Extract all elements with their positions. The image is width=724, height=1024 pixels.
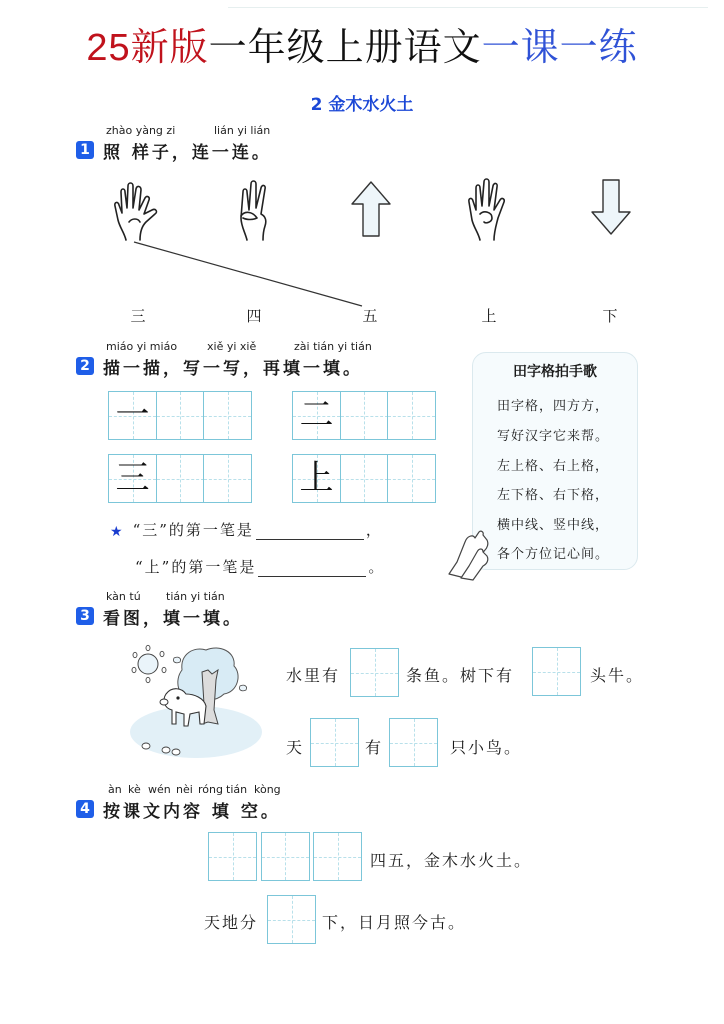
title-blue-part: 一课一练 (481, 25, 638, 69)
tianzige-cell[interactable] (340, 391, 389, 440)
pinyin: róng (198, 783, 223, 796)
pinyin: wén (148, 783, 171, 796)
answer-box[interactable] (389, 718, 438, 767)
tianzige-row-yi (108, 391, 252, 440)
q3-pinyin (76, 590, 243, 604)
question-number-badge: 1 (76, 141, 94, 159)
q1-pinyin (76, 124, 272, 138)
match-label[interactable]: 下 (602, 307, 618, 325)
model-character: 二 (299, 395, 334, 435)
pinyin: zhào yàng zi (106, 124, 176, 137)
pinyin: tián (226, 783, 248, 796)
stroke-question-shang (135, 556, 385, 577)
song-line: 左上格、右上格， (497, 459, 610, 474)
top-divider (228, 7, 708, 8)
hand-five-fingers-icon[interactable] (112, 178, 162, 242)
question-text: “三”的第一笔是 (132, 521, 254, 539)
pinyin: miáo yi miáo (106, 340, 178, 353)
hand-four-fingers-icon[interactable] (466, 178, 516, 242)
q3-text-birds: 只小鸟。 (450, 738, 523, 757)
tianzige-cell[interactable] (156, 454, 205, 503)
lesson-title: 2 金木水火土 (310, 95, 414, 115)
page-title (0, 22, 724, 73)
q3-text-have: 有 (365, 738, 384, 757)
title-number: 25 (86, 27, 131, 69)
tianzige-row-er (292, 391, 436, 440)
question-number-badge: 3 (76, 607, 94, 625)
model-character: 上 (299, 458, 334, 498)
q1-instruction: 照 样子，连一连。 (103, 142, 272, 163)
song-line: 横中线、竖中线， (497, 518, 610, 533)
answer-box[interactable] (267, 895, 316, 944)
answer-box[interactable] (532, 647, 581, 696)
q3-text-tree: 条鱼。树下有 (406, 666, 515, 685)
tianzige-cell[interactable] (292, 391, 341, 440)
answer-box[interactable] (208, 832, 257, 881)
title-red-part (86, 25, 208, 69)
match-label[interactable]: 五 (362, 307, 378, 325)
q2-instruction: 描一描，写一写，再填一填。 (103, 358, 363, 379)
pinyin: kè (128, 783, 141, 796)
q3-text-water: 水里有 (286, 666, 341, 685)
model-character: 三 (115, 458, 150, 498)
question-1-header (76, 124, 272, 162)
answer-blank[interactable] (256, 524, 364, 540)
question-3-header (76, 590, 243, 628)
clapping-song-box (472, 352, 638, 570)
q4-line1-text: 四五，金木水火土。 (370, 851, 533, 870)
question-number-badge: 2 (76, 357, 94, 375)
answer-box-row (208, 832, 362, 881)
title-black-part: 一年级上册语文 (208, 25, 482, 69)
tianzige-cell[interactable] (340, 454, 389, 503)
tianzige-cell[interactable] (156, 391, 205, 440)
pinyin: nèi (176, 783, 193, 796)
pinyin: zài tián yi tián (294, 340, 372, 353)
song-line: 各个方位记心间。 (497, 547, 610, 562)
tianzige-cell[interactable] (203, 454, 252, 503)
clapping-hands-icon (443, 522, 495, 582)
question-text: “上”的第一笔是 (135, 558, 257, 576)
answer-box[interactable] (350, 648, 399, 697)
match-label[interactable]: 四 (246, 307, 262, 325)
cow-tree-scene-illustration (128, 640, 266, 762)
star-icon: ★ (110, 524, 125, 540)
song-title: 田字格拍手歌 (513, 364, 597, 380)
question-2-header (76, 340, 372, 379)
punctuation: ， (365, 521, 383, 539)
pinyin: lián yi lián (214, 124, 271, 137)
song-line: 写好汉字它来帮。 (497, 429, 610, 444)
answer-blank[interactable] (258, 561, 366, 577)
tianzige-cell[interactable] (108, 454, 157, 503)
q3-instruction: 看图，填一填。 (103, 608, 243, 629)
q4-line2-suffix: 下，日月照今古。 (322, 913, 467, 932)
q3-text-cow: 头牛。 (590, 666, 645, 685)
hand-three-fingers-icon[interactable] (233, 178, 283, 242)
song-line: 田字格，四方方， (497, 399, 610, 414)
question-number-badge: 4 (76, 800, 94, 818)
model-character: 一 (115, 395, 150, 435)
answer-box[interactable] (313, 832, 362, 881)
pinyin: tián yi tián (166, 590, 225, 603)
tianzige-row-san (108, 454, 252, 503)
tianzige-cell[interactable] (292, 454, 341, 503)
answer-box[interactable] (261, 832, 310, 881)
arrow-down-icon[interactable] (586, 176, 636, 240)
tianzige-cell[interactable] (387, 391, 436, 440)
tianzige-cell[interactable] (203, 391, 252, 440)
match-label[interactable]: 上 (481, 307, 497, 325)
tianzige-row-shang (292, 454, 436, 503)
arrow-up-icon[interactable] (346, 178, 396, 242)
song-line: 左下格、右下格， (497, 488, 610, 503)
title-edition: 新版 (130, 25, 209, 69)
tianzige-cell[interactable] (108, 391, 157, 440)
pinyin: àn (108, 783, 122, 796)
pinyin: kàn tú (106, 590, 141, 603)
q4-instruction: 按课文内容 填 空。 (103, 801, 281, 822)
q3-text-sky: 天 (286, 738, 305, 757)
tianzige-cell[interactable] (387, 454, 436, 503)
question-4-header (76, 783, 281, 821)
pinyin: kòng (254, 783, 281, 796)
q4-pinyin (76, 783, 281, 797)
match-label[interactable]: 三 (130, 307, 146, 325)
stroke-question-san (110, 519, 383, 540)
q4-line2-prefix: 天地分 (204, 913, 259, 932)
q2-pinyin (76, 340, 372, 354)
punctuation: 。 (368, 558, 386, 576)
pinyin: xiě yi xiě (207, 340, 257, 353)
answer-box[interactable] (310, 718, 359, 767)
